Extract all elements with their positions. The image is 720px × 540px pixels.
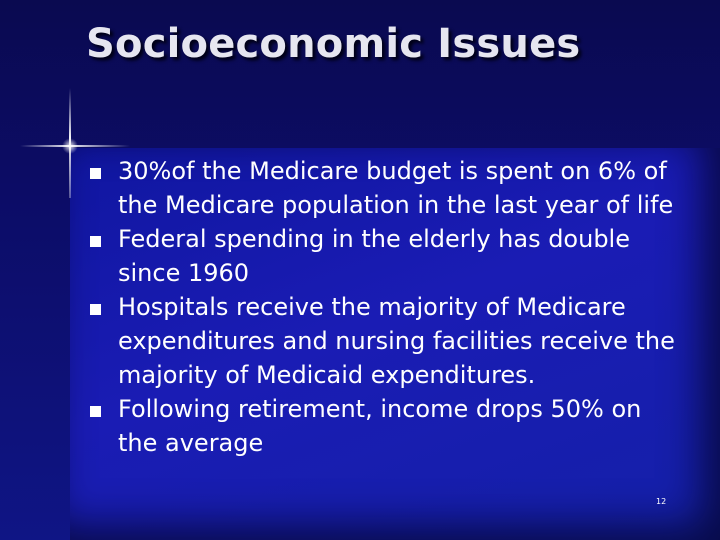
square-bullet-icon xyxy=(90,168,101,179)
square-bullet-icon xyxy=(90,406,101,417)
bullet-item xyxy=(88,290,688,392)
bullet-item xyxy=(88,392,688,460)
bullet-text: Hospitals receive the majority of Medicare expenditures and nursing facilities receive the majority of Medicaid expenditures. xyxy=(118,293,675,389)
square-bullet-icon xyxy=(90,236,101,247)
bullet-list xyxy=(88,154,688,460)
slide-title: Socioeconomic Issues xyxy=(86,21,581,67)
page-number: 12 xyxy=(656,497,667,506)
square-bullet-icon xyxy=(90,304,101,315)
bullet-text: Following retirement, income drops 50% on the average xyxy=(118,395,642,457)
bullet-text: Federal spending in the elderly has double since 1960 xyxy=(118,225,630,287)
bullet-text: 30%of the Medicare budget is spent on 6% of the Medicare population in the last year of life xyxy=(118,157,674,219)
bullet-item xyxy=(88,154,688,222)
sparkle-glow xyxy=(62,138,78,154)
bullet-item xyxy=(88,222,688,290)
